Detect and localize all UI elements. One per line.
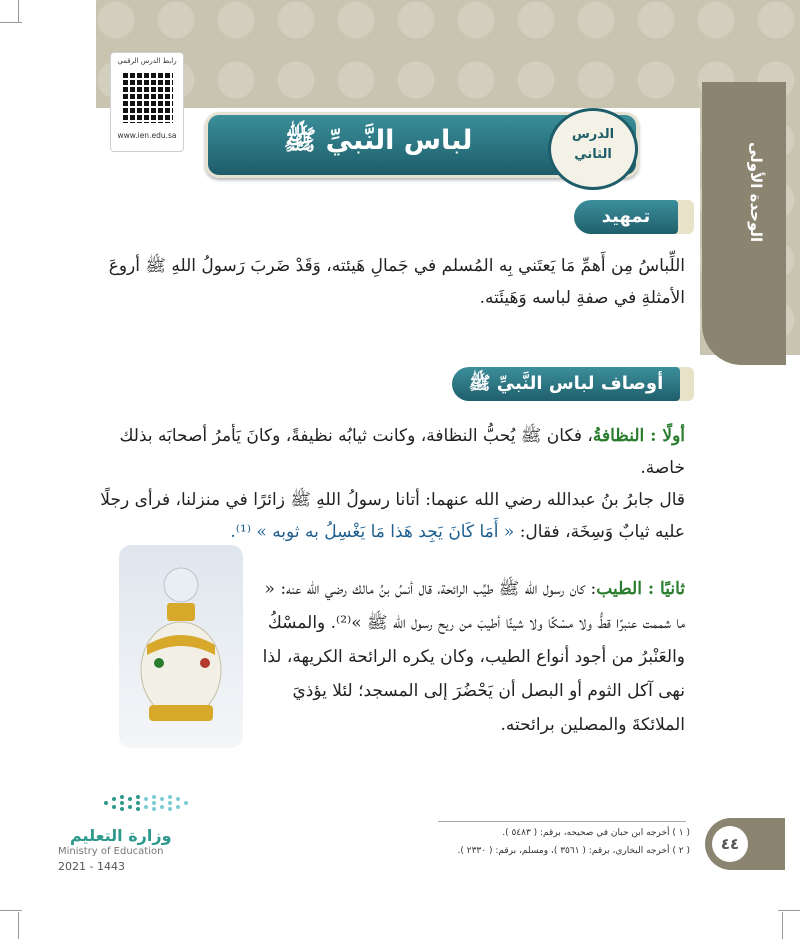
section-heading: أوصاف لباس النَّبيِّ ﷺ [452,367,680,401]
crop-mark [0,910,22,911]
cleanliness-label: أولًا : النظافةُ [592,426,685,446]
jabir-paragraph [100,484,685,548]
cleanliness-text: ، فكان ﷺ يُحبُّ النظافة، وكانت ثيابُه نظيفةً، وكانَ يَأمرُ أصحابَه بذلك خاصة. [119,426,685,478]
qr-code-icon [121,71,173,123]
footnote-rule [438,821,686,822]
lesson-badge-line1: الدرس [571,127,615,142]
footnote-1: ( ١ ) أخرجه ابن حبان في صحيحه، برقم: ( ٥٤٨٣ ). [502,828,690,838]
intro-heading: تمهيد [574,200,678,234]
qr-caption: رابط الدرس الرقمي [117,57,177,65]
ministry-logo-icon [100,793,190,813]
perfume-label: ثانيًا : الطيب [596,579,685,599]
jabir-text: قال جابرُ بنُ عبدالله رضي الله عنهما: أتانا رسولُ اللهِ ﷺ زائرًا في منزلنا، فرأى رجلًا عليه ثيابٌ وَسِخَة، فقال: [100,490,685,542]
ministry-year: 2021 - 1443 [58,860,125,873]
footnote-2: ( ٢ ) أخرجه البخاري، برقم: ( ٣٥٦١ )، ومسلم، برقم: ( ٢٣٣٠ ). [457,846,690,856]
intro-paragraph: اللِّباسُ مِن أَهمِّ مَا يَعتَني بِه المُسلم في جَمالِ هَيئته، وَقَدْ ضَربَ رَسولُ اللهِ ﷺ أروعَ الأمثلةِ في صفةِ لباسه وَهَيئَته. [108,256,685,308]
lesson-badge-line2: الثاني [574,147,612,162]
crop-mark [18,912,19,939]
qr-card[interactable] [110,52,184,152]
hadith-quote: « أَمَا كَانَ يَجِد هَذا مَا يَغْسِلُ به ثوبه » ⁽¹⁾. [230,522,515,542]
page-number: ٤٤ [712,826,748,862]
crop-mark [778,910,800,911]
unit-label: الوحدة الأولى [747,141,765,243]
ministry-name-en: Ministry of Education [58,846,164,857]
perfume-text: : كان رسول الله ﷺ طيِّب الرائحة، قال أنسُ بنُ مالك رضي الله عنه: « ما شممت عنبرًا قطُّ ولا مسْكًا ولا شيئًا أطيبَ من ريح رسول الله ﷺ »⁽²⁾. والمسْكُ والعَنْبرُ من أجود أنواع الطيب، وكان يكره الرائحة الكريهة، لذا نهى آكل الثوم أو البصل أن يَحْضُرَ إلى المسجد؛ لئلا يؤذيَ الملائكةَ والمصلين برائحته. [262,579,685,735]
perfume-bottle-icon [119,545,243,748]
lesson-badge [548,108,638,190]
crop-mark [0,22,22,23]
cleanliness-paragraph [100,420,685,484]
ministry-name-ar: وزارة التعليم [70,826,172,845]
qr-url: www.ien.edu.sa [117,131,177,140]
crop-mark [782,912,783,939]
perfume-paragraph [258,572,685,742]
perfume-image [119,545,243,748]
crop-mark [18,0,19,22]
lesson-title: لباس النَّبيِّ ﷺ [283,125,473,156]
